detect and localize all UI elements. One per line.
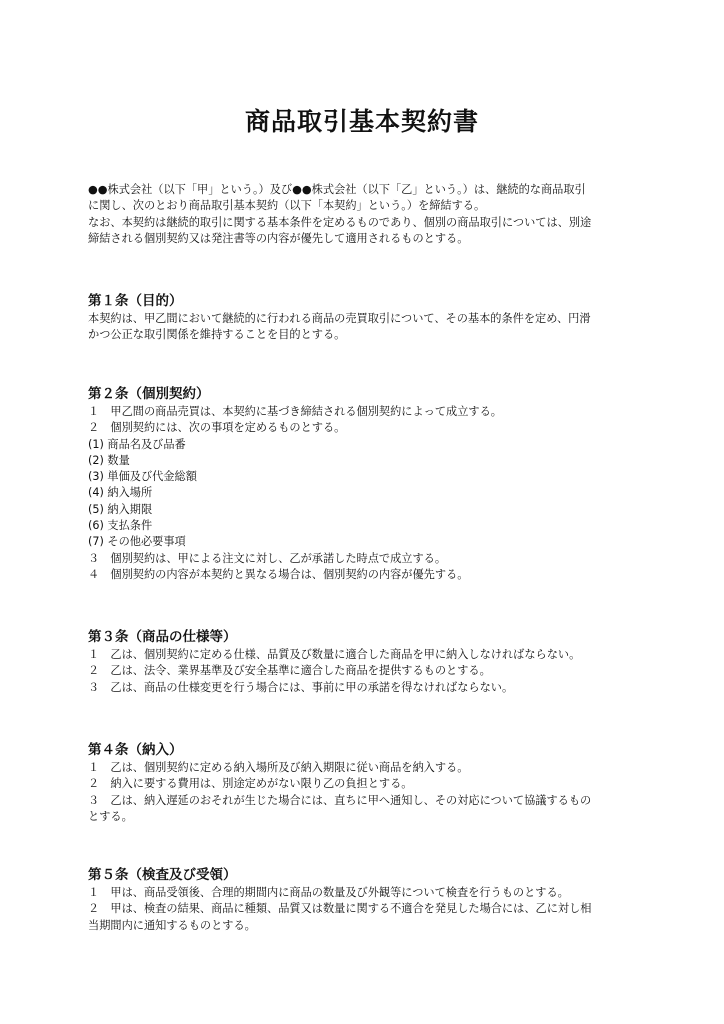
article-line: ２ 納入に要する費用は、別途定めがない限り乙の負担とする。 (88, 777, 413, 791)
article-line: ２ 乙は、法令、業界基準及び安全基準に適合した商品を提供するものとする。 (88, 664, 491, 678)
article-heading: 第４条（納入） (88, 742, 183, 758)
article-line: 当期間内に通知するものとする。 (88, 918, 256, 932)
preamble-line: ●●株式会社（以下「甲」という。）及び●●株式会社（以下「乙」という。）は、継続的な商品取引 (88, 183, 586, 196)
article-2-individual-contract (88, 385, 648, 583)
article-line: (4) 納入場所 (88, 486, 153, 500)
article-line: １ 乙は、個別契約に定める仕様、品質及び数量に適合した商品を甲に納入しなければならない。 (88, 648, 581, 661)
article-line: ２ 個別契約には、次の事項を定めるものとする。 (88, 421, 346, 435)
article-heading: 第２条（個別契約） (88, 386, 210, 402)
article-line: ２ 甲は、検査の結果、商品に種類、品質又は数量に関する不適合を発見した場合には、乙に対し相 (88, 902, 592, 916)
article-heading: 第５条（検査及び受領） (88, 867, 237, 883)
article-line: (6) 支払条件 (88, 519, 153, 533)
article-line: (7) その他必要事項 (88, 535, 186, 549)
article-5-inspection (88, 866, 648, 934)
article-line: １ 甲乙間の商品売買は、本契約に基づき締結される個別契約によって成立する。 (88, 405, 502, 418)
article-line: １ 甲は、商品受領後、合理的期間内に商品の数量及び外観等について検査を行うものとする。 (88, 886, 569, 899)
article-line: １ 乙は、個別契約に定める納入場所及び納入期限に従い商品を納入する。 (88, 761, 469, 774)
article-heading: 第１条（目的） (88, 293, 183, 309)
article-3-specifications (88, 628, 648, 696)
preamble-line: なお、本契約は継続的取引に関する基本条件を定めるものであり、個別の商品取引については、別途 (88, 215, 592, 229)
article-line: (2) 数量 (88, 453, 130, 467)
article-line: ３ 個別契約は、甲による注文に対し、乙が承諾した時点で成立する。 (88, 551, 447, 565)
article-line: (1) 商品名及び品番 (88, 437, 186, 451)
preamble-line: 締結される個別契約又は発注書等の内容が優先して適用されるものとする。 (88, 231, 469, 245)
article-4-delivery (88, 741, 648, 825)
article-line: ４ 個別契約の内容が本契約と異なる場合は、個別契約の内容が優先する。 (88, 567, 469, 581)
article-line: (5) 納入期限 (88, 502, 153, 516)
article-line: 本契約は、甲乙間において継続的に行われる商品の売買取引について、その基本的条件を定め、円滑 (88, 312, 591, 325)
document-title: 商品取引基本契約書 (244, 107, 479, 136)
article-line: とする。 (88, 809, 133, 823)
article-heading: 第３条（商品の仕様等） (88, 629, 237, 645)
article-line: (3) 単価及び代金総額 (88, 470, 197, 484)
article-1-purpose (88, 292, 648, 344)
preamble-line: に関し、次のとおり商品取引基本契約（以下「本契約」という。）を締結する。 (88, 199, 486, 213)
preamble (88, 182, 648, 247)
article-line: ３ 乙は、納入遅延のおそれが生じた場合には、直ちに甲へ通知し、その対応について協議するもの (88, 793, 592, 807)
article-line: かつ公正な取引関係を維持することを目的とする。 (88, 328, 346, 342)
article-line: ３ 乙は、商品の仕様変更を行う場合には、事前に甲の承諾を得なければならない。 (88, 680, 514, 694)
